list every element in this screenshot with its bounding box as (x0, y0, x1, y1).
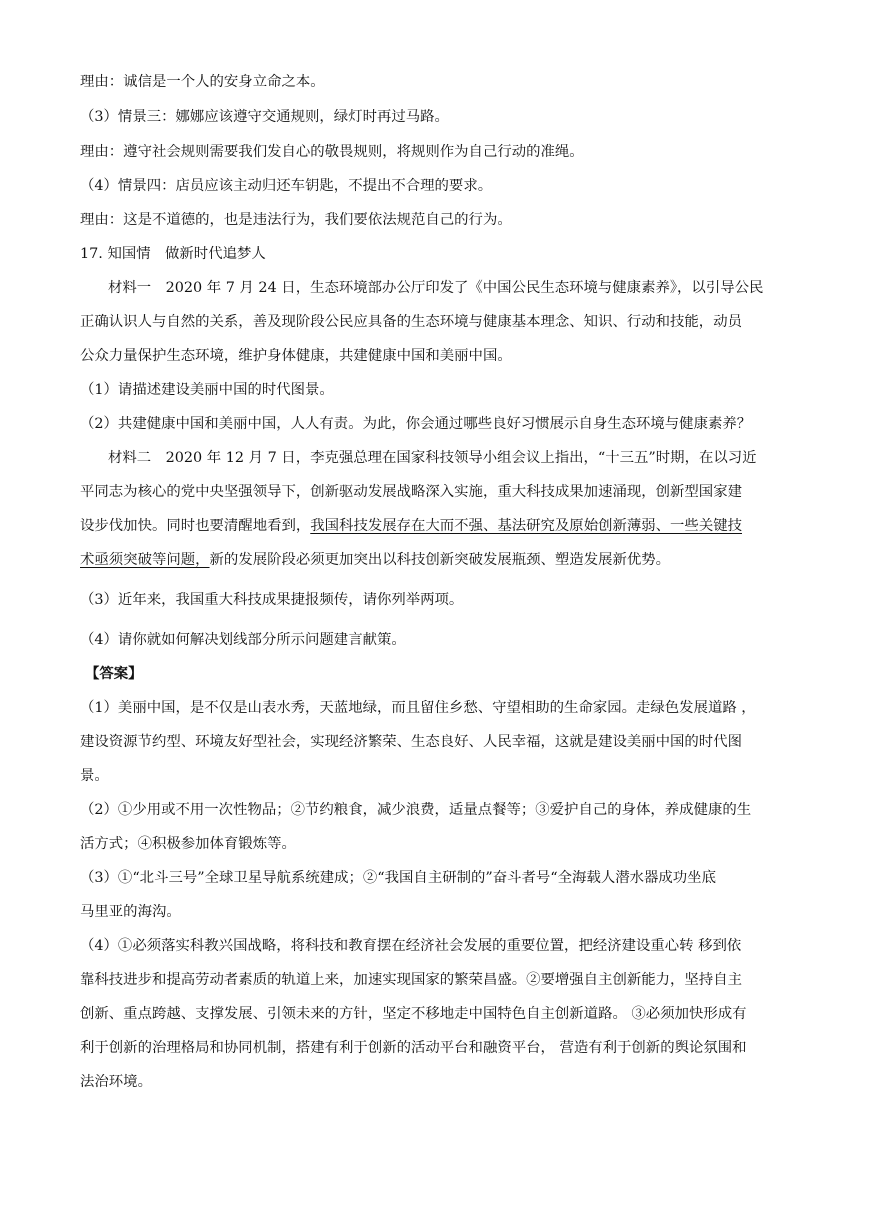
answer-line: 景。 (80, 768, 109, 784)
answer-line: 马里亚的海沟。 (80, 904, 181, 920)
material-paragraph-line: 平同志为核心的党中央坚强领导下，创新驱动发展战略深入实施，重大科技成果加速涌现，创新型国家建 (80, 484, 742, 500)
answer-line: （3）①“北斗三号”全球卫星导航系统建成；②“我国自主研制的”奋斗者号“全海载人潜水器成功坐底 (80, 870, 716, 886)
answer-line: 活方式；④积极参加体育锻炼等。 (80, 836, 296, 852)
material-paragraph-line (80, 553, 670, 567)
question-heading: 17. 知国情 做新时代追梦人 (80, 246, 266, 262)
question-line: （3）近年来，我国重大科技成果捷报频传，请你列举两项。 (80, 592, 464, 608)
underlined-text: 我国科技发展存在大而不强、基法研究及原始创新薄弱、一些关键技 (310, 518, 742, 534)
answer-line: （2）①少用或不用一次性物品；②节约粮食，减少浪费，适量点餐等；③爱护自己的身体，养成健康的生 (80, 802, 752, 818)
answer-line: （1）美丽中国，是不仅是山表水秀，天蓝地绿，而且留住乡愁、守望相助的生命家园。走绿色发展道路 ， (80, 700, 756, 716)
answer-line: （4）①必须落实科教兴国战略，将科技和教育摆在经济社会发展的重要位置，把经济建设重心转 移到依 (80, 938, 742, 954)
answer-line: 理由：诚信是一个人的安身立命之本。 (80, 74, 325, 90)
answer-line: 利于创新的治理格局和协同机制，搭建有利于创新的活动平台和融资平台， 营造有利于创新的舆论氛围和 (80, 1040, 747, 1056)
answer-line: （3）情景三：娜娜应该遵守交通规则，绿灯时再过马路。 (80, 109, 449, 125)
answer-line: 理由：遵守社会规则需要我们发自心的敬畏规则，将规则作为自己行动的准绳。 (80, 144, 584, 160)
answer-line: 法治环境。 (80, 1074, 152, 1090)
question-line: （1）请描述建设美丽中国的时代图景。 (80, 382, 334, 398)
plain-text: 设步伐加快。同时也要清醒地看到， (80, 518, 311, 534)
underlined-text: 术亟须突破等问题， (80, 552, 210, 568)
answer-line: 建设资源节约型、环境友好型社会，实现经济繁荣、生态良好、人民幸福，这就是建设美丽中国的时代图 (80, 734, 742, 750)
material-paragraph-line: 材料二 2020 年 12 月 7 日，李克强总理在国家科技领导小组会议上指出，“十三五”时期，在以习近 (108, 450, 757, 466)
material-paragraph-line: 正确认识人与自然的关系，善及现阶段公民应具备的生态环境与健康基本理念、知识、行动和技能，动员 (80, 314, 742, 330)
answer-line: 靠科技进步和提高劳动者素质的轨道上来，加速实现国家的繁荣昌盛。②要增强自主创新能力，坚持自主 (80, 972, 742, 988)
material-paragraph-line: 材料一 2020 年 7 月 24 日，生态环境部办公厅印发了《中国公民生态环境与健康素养》，以引导公民 (108, 280, 764, 296)
question-line: （4）请你就如何解决划线部分所示问题建言献策。 (80, 632, 406, 648)
question-line: （2）共建健康中国和美丽中国，人人有责。为此，你会通过哪些良好习惯展示自身生态环境与健康素养？ (80, 416, 752, 432)
answer-heading: 【答案】 (85, 665, 143, 682)
material-paragraph-line (80, 519, 742, 533)
answer-line: 创新、重点跨越、支撑发展、引领未来的方针，坚定不移地走中国特色自主创新道路。 ③必须加快形成有 (80, 1006, 747, 1022)
material-paragraph-line: 公众力量保护生态环境，维护身体健康，共建健康中国和美丽中国。 (80, 348, 512, 364)
plain-text: 新的发展阶段必须更加突出以科技创新突破发展瓶颈、塑造发展新优势。 (209, 552, 671, 568)
answer-line: 理由：这是不道德的，也是违法行为，我们要依法规范自己的行为。 (80, 212, 512, 228)
answer-line: （4）情景四：店员应该主动归还车钥匙，不提出不合理的要求。 (80, 178, 493, 194)
